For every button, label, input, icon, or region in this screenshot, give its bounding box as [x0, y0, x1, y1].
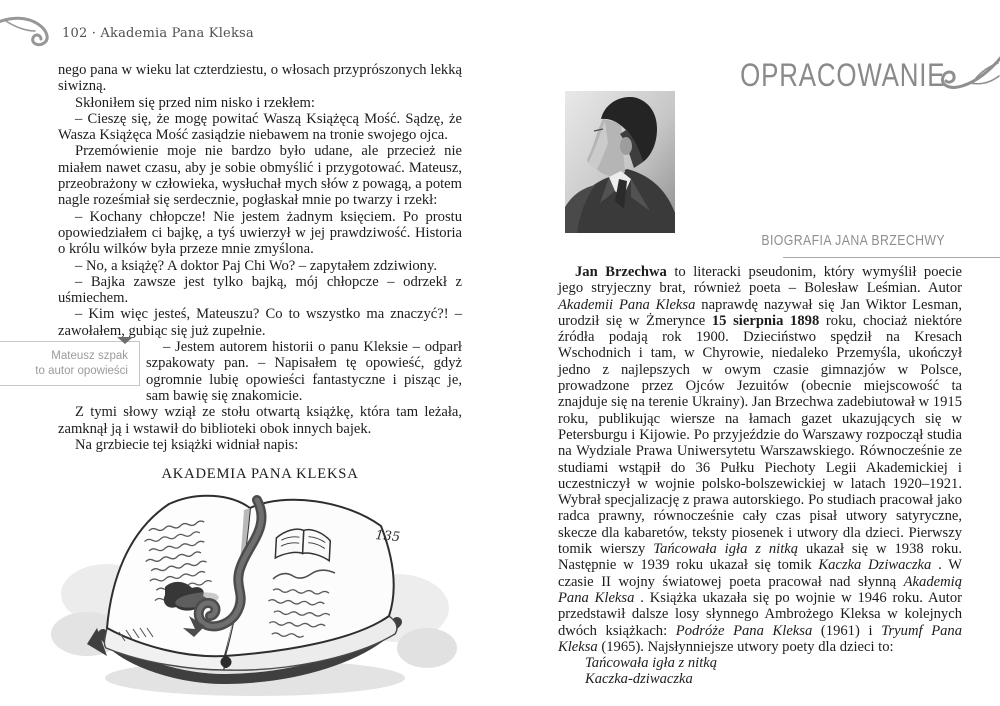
heading-rule: [783, 257, 1000, 258]
bio-segment: (1965). Najsłynniejsze utwory poety dla dzieci to:: [601, 638, 894, 655]
flourish-ornament-icon: [936, 54, 1000, 108]
body-paragraph: – Bajka zawsze jest tylko bajką, mój chłopcze – odrzekł z uśmiechem.: [58, 273, 462, 307]
body-paragraph: Na grzbiecie tej książki widniał napis:: [75, 436, 299, 453]
bio-segment: Akademią Pana Kleksa: [558, 573, 962, 606]
body-paragraph: – Kochany chłopcze! Nie jestem żadnym księciem. Po prostu opowiedziałem ci bajkę, a tyś uwierzył w jej prawdziwość. Historia o królu wilków była przeze mnie zmyślona.: [58, 208, 462, 258]
down-arrow-icon: [117, 337, 133, 344]
bio-segment: to literacki pseudonim, który wymyślił poecie jego stryjeczny brat, również poeta – Bolesław Leśmian. Autor: [558, 264, 962, 297]
margin-note: [0, 341, 140, 386]
story-text-column: [58, 62, 462, 482]
bio-segment: 15 sierpnia 1898: [711, 312, 820, 329]
bio-segment: Jan Brzechwa: [575, 264, 667, 280]
body-paragraph: Z tymi słowy wziął ze stołu otwartą książkę, która tam leżała, zamknął ją i wstawił do biblioteki obok innych bajek.: [58, 404, 462, 437]
jan-brzechwa-portrait-photo: [565, 91, 675, 233]
work-title: Tańcowała igła z nitką: [585, 655, 718, 672]
illustration-page-number: 135: [374, 528, 401, 546]
bio-segment: Podróże Pana Kleksa: [675, 622, 813, 639]
body-paragraph: – Cieszę się, że mogę powitać Waszą Książęcą Mość. Sądzę, że Wasza Książęca Mość zasiądzie niebawem na tronie swojego ojca.: [58, 110, 462, 144]
margin-note-line: to autor opowieści: [35, 364, 128, 377]
body-paragraph: Skłoniłem się przed nim nisko i rzekłem:: [75, 94, 315, 111]
flourish-ornament-icon: [0, 14, 58, 52]
book-spine-title: AKADEMIA PANA KLEKSA: [161, 466, 359, 483]
section-header: OPRACOWANIE: [739, 57, 945, 93]
bio-segment: . W czasie II wojny światowej poeta pracował nad słynną: [558, 557, 962, 590]
bio-segment: roku, chociaż niektóre źródła podają rok 1900. Dzieciństwo spędził na Kresach Wschodnich i tam, w Chyrowie, niedaleko Przemyśla, ukończył jedno z najlepszych w owym czasie gimnazjów w Polsce, prowadzone przez Ojców Jezuitów (obecnie miejscowość ta znajduje się na terenie Ukrainy). Jan Brzechwa zadebiutował w 1915 roku, publikując wiersze na łamach gazet ukazujących się w Petersburgu i Kijowie. Po przyjeździe do Warszawy rozpoczął studia na Wydziale Prawa Uniwersytetu Warszawskiego. Równocześnie ze studiami wstąpił do 36 Pułku Piechoty Legii Akademickiej i uczestniczył w wojnie polsko-bolszewickiej w latach 1920–1921. Wybrał specjalizację z prawa autorskiego. Po studiach pracował jako radca prawny, równocześnie cały czas pisał utwory satyryczne, skecze dla kabaretów, teksty piosenek i utwory dla dzieci. Pierwszy tomik wierszy: [558, 312, 962, 558]
body-paragraph-beside-note: – Jestem autorem historii o panu Kleksie – odparł szpakowaty pan. – Napisałem tę opowieść, gdyż ogromnie lubię opowieści fantastyczne i pisząc je, sam bawię się znakomicie.: [146, 339, 462, 404]
bio-segment: (1961) i: [820, 622, 882, 639]
bio-segment: Tryumf Pana Kleksa: [558, 622, 962, 655]
bio-segment: Kaczka Dziwaczka: [818, 557, 932, 574]
margin-note-line: Mateusz szpak: [51, 349, 128, 362]
bio-segment: naprawdę nazywał się Jan Wiktor Lesman, urodził się w Żmerynce: [558, 296, 962, 329]
body-paragraph: – No, a książę? A doktor Paj Chi Wo? – zapytałem zdziwiony.: [75, 257, 437, 274]
work-title: Kaczka-dziwaczka: [585, 671, 693, 688]
bio-segment: Akademii Pana Kleksa: [558, 296, 696, 313]
bio-segment: Tańcowała igła z nitką: [653, 541, 799, 558]
open-book-illustration: [45, 482, 465, 706]
biography-text-column: [558, 264, 962, 688]
body-paragraph: – Kim więc jesteś, Mateuszu? Co to wszystko ma znaczyć?! – zawołałem, gubiąc się już zupełnie.: [58, 306, 462, 339]
running-header: 102 · Akademia Pana Kleksa: [62, 26, 254, 41]
biography-paragraph: [558, 264, 962, 655]
bio-segment: . Książka ukazała się po wojnie w 1946 roku. Autor przedstawił dalsze losy słynnego Ambrożego Kleksa w kolejnych dwóch książkach:: [558, 589, 962, 639]
bio-segment: ukazał się w 1938 roku. Następnie w 1939 roku ukazał się tomik: [558, 541, 962, 574]
biography-subheading: BIOGRAFIA JANA BRZECHWY: [761, 232, 945, 249]
body-paragraph: nego pana w wieku lat czterdziestu, o włosach przyprószonych lekką siwizną.: [58, 62, 462, 95]
body-paragraph: Przemówienie moje nie bardzo było udane, ale przecież nie miałem nawet czasu, aby je sobie obmyślić i przygotować. Mateusz, przeobrażony w człowieka, wysłuchał mych słów z powagą, a potem nagle roześmiał się serdecznie, pogłaskał mnie po twarzy i rzekł:: [58, 143, 462, 209]
